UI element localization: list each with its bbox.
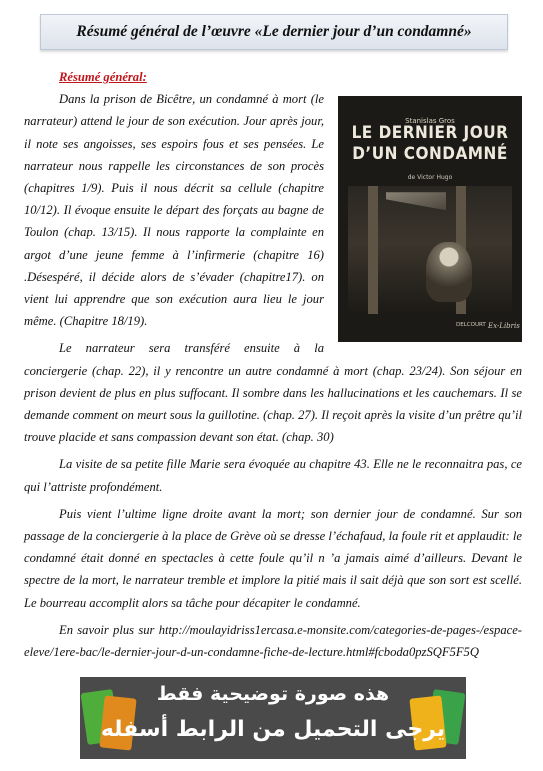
title-banner xyxy=(40,14,508,50)
book-cover-image xyxy=(338,96,522,342)
banner-line1: هذه صورة توضيحية فقط xyxy=(156,683,390,705)
paragraph-1: Dans la prison de Bicêtre, un condamné à mort (le narrateur) attend le jour de son exécution. Jour après jour, il note ses angoisses, ses espoirs fous et ses pensées. Le narrateur nous rappelle les circonstances de son procès (chapitres 1/9). Puis il nous décrit sa cellule (chapitre 10/12). Il évoque ensuite le départ des forçats au bagne de Toulon (chap. 13/15). Il nous rapporte la complainte en argot d’une jeune femme à l’infirmerie (chapitre 16) .Désespéré, il décide alors de s’évader (chapitre17). on vient lui apprendre que son exécution aura lieu le jour même. (Chapitre 18/19). xyxy=(24,92,324,329)
document-body xyxy=(24,66,522,663)
page-title: Résumé général de l’œuvre «Le dernier jour d’un condamné» xyxy=(76,23,472,40)
paragraph-3: La visite de sa petite fille Marie sera évoquée au chapitre 43. Elle ne le reconnaitra pas, ce qui l’attriste profondément. xyxy=(24,457,522,494)
cover-title-line2: D’UN CONDAMNÉ xyxy=(352,144,508,165)
read-more-link[interactable]: http://moulayidriss1ercasa.e-monsite.com/categories-de-pages-/espace-eleve/1ere-bac/le-dernier-jour-d-un-condamne-fiche-de-lecture.html#fcboda0pzSQF5F5Q xyxy=(24,622,522,660)
cover-byline: de Victor Hugo xyxy=(407,174,453,182)
read-more xyxy=(24,619,522,663)
cover-title-line1: LE DERNIER JOUR xyxy=(351,123,509,144)
cover-author: Stanislas Gros xyxy=(405,117,455,126)
read-more-label: En savoir plus sur xyxy=(59,622,155,637)
section-heading: Résumé général: xyxy=(59,70,147,84)
cover-publisher: DELCOURT xyxy=(456,322,486,328)
paragraph-4: Puis vient l’ultime ligne droite avant la mort; son dernier jour de condamné. Sur son passage de la conciergerie à la place de Grève où se dresse l’échafaud, la foule rit et applaudit: le condamné était donné en spectacles à cette foule qu’il n ’a jamais aimé d’ailleurs. Devant le spectre de la mort, le narrateur tremble et implore la pitié mais il sait déjà que son sort est scellé. Le bourreau accomplit alors sa tâche pour décapiter le condamné. xyxy=(24,506,522,610)
banner-line2: يرجى التحميل من الرابط أسفله xyxy=(100,717,446,742)
paragraph-2: Le narrateur sera transféré ensuite à la conciergerie (chap. 22), il y rencontre un autre condamné à mort (chap. 23/24). Son séjour en prison devient de plus en plus suffocant. Il sombre dans les hallucinations et les cauchemars. Il se demande comment on meurt sous la guillotine. (chap. 27). Il reçoit après la visite d’un prêtre qu’il trouve placide et sans compassion devant son état. (chap. 30) xyxy=(24,341,522,445)
cover-illustration xyxy=(348,186,512,314)
download-notice-banner xyxy=(80,677,466,759)
cover-collection: Ex-Libris xyxy=(488,322,520,330)
